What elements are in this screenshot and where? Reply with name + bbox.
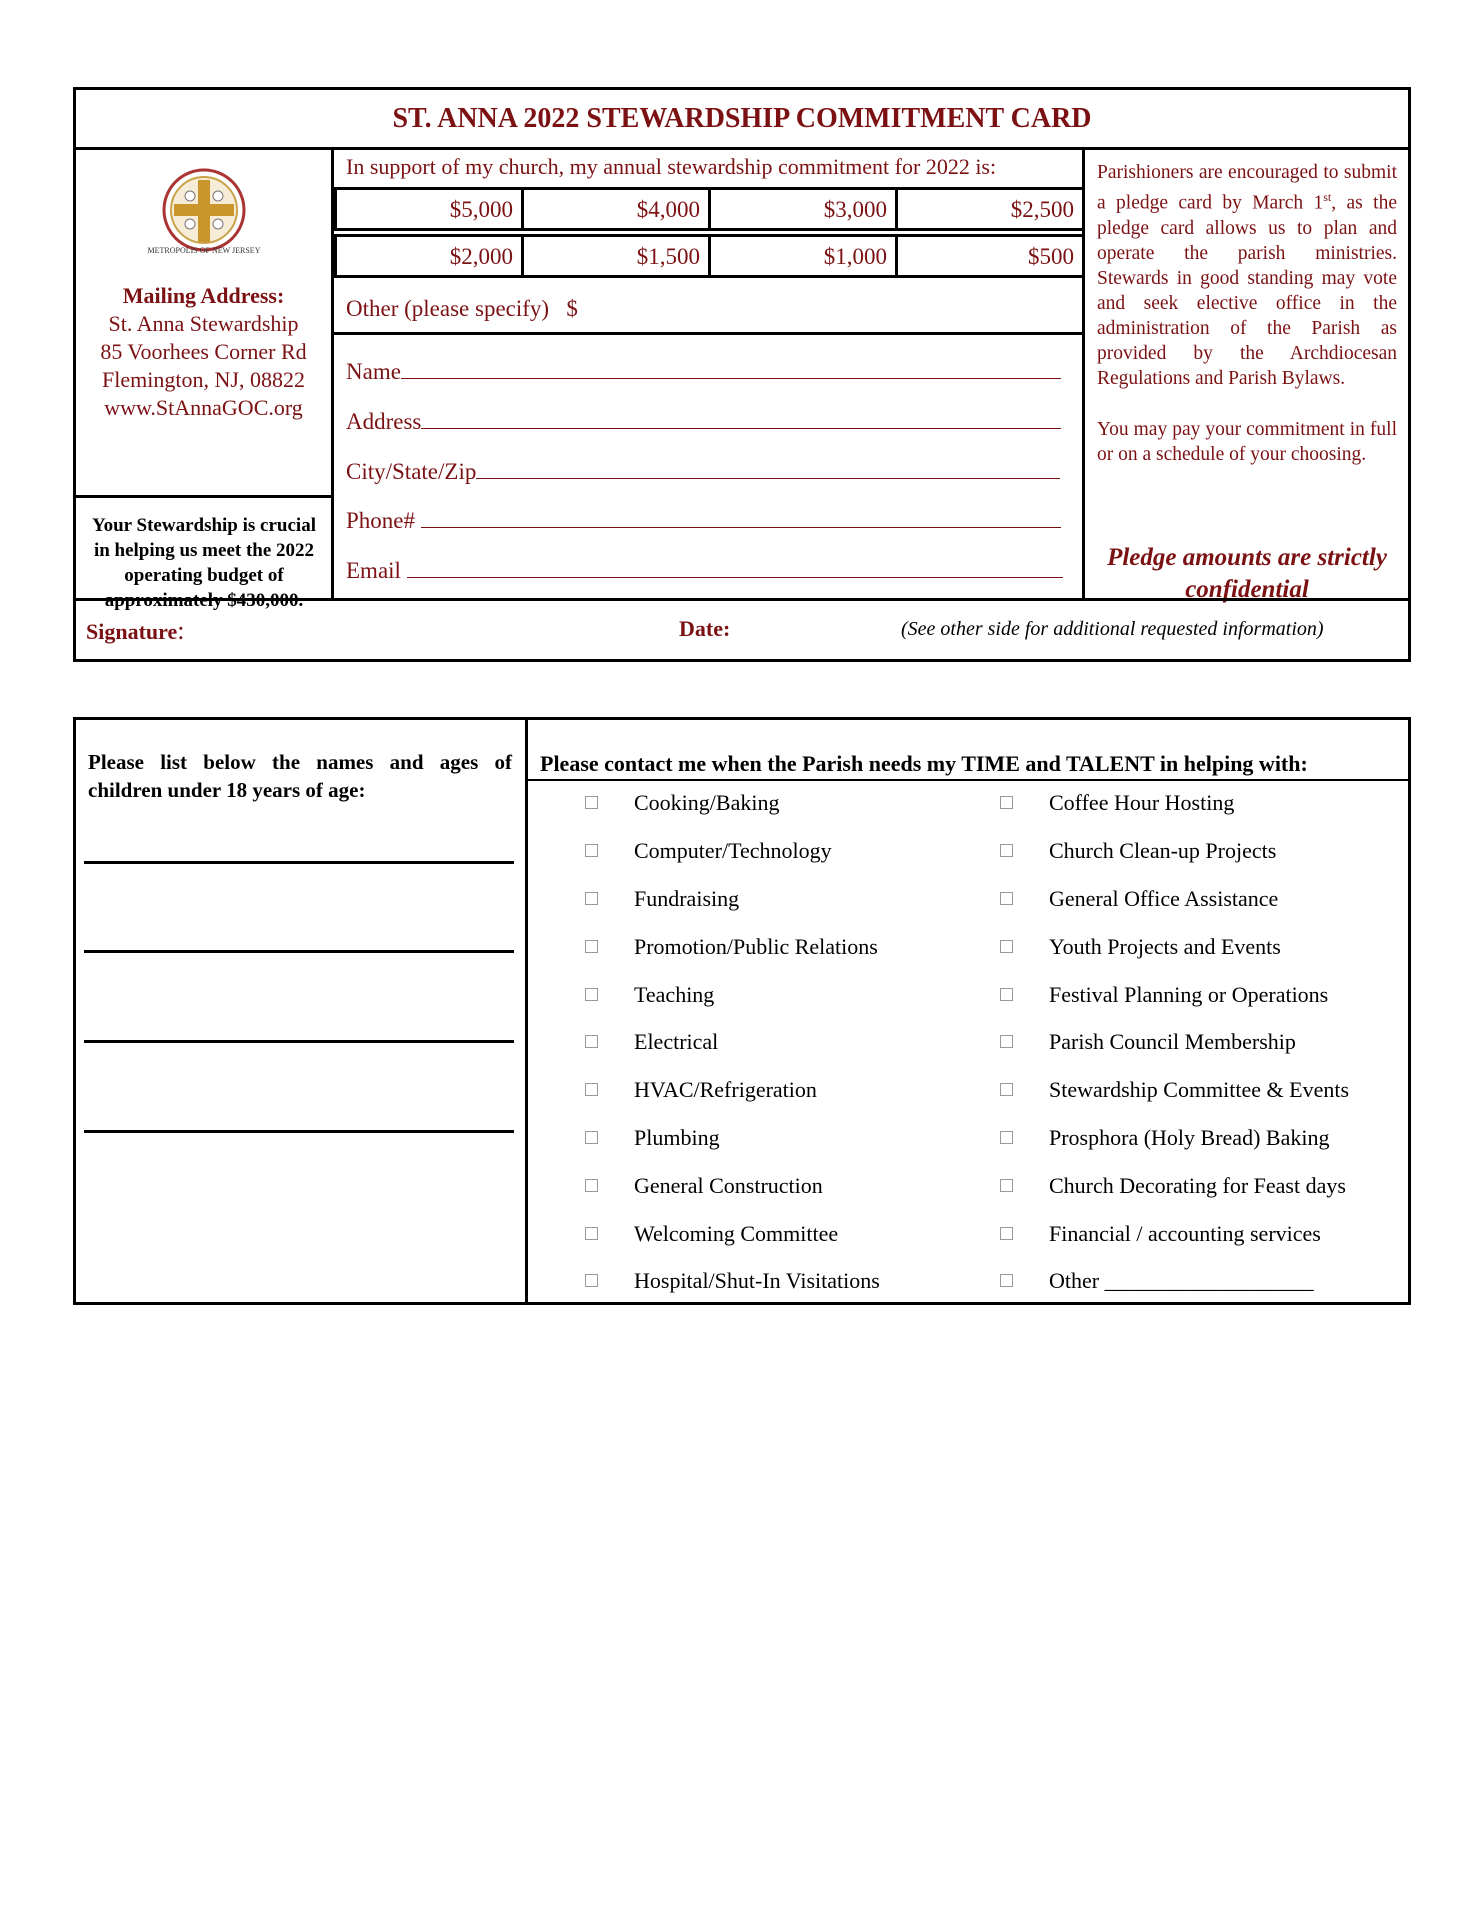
checkbox-icon[interactable] [585, 1227, 598, 1240]
checkbox-icon[interactable] [585, 892, 598, 905]
amount-option[interactable]: $500 [895, 234, 1085, 278]
date-field[interactable]: Date: [679, 616, 731, 641]
checkbox-icon[interactable] [1000, 1083, 1013, 1096]
talent-option-label: HVAC/Refrigeration [634, 1077, 817, 1102]
talent-option[interactable] [585, 1221, 838, 1247]
checkbox-icon[interactable] [1000, 1227, 1013, 1240]
talent-option[interactable] [585, 1173, 823, 1199]
checkbox-icon[interactable] [585, 988, 598, 1001]
divider [334, 332, 1082, 335]
email-field[interactable] [346, 555, 1071, 584]
talent-option[interactable] [1000, 1125, 1329, 1151]
talent-option-label: Other ___________________ [1049, 1268, 1314, 1293]
talent-option[interactable] [1000, 838, 1276, 864]
other-amount-field[interactable]: Other (please specify) $ [346, 296, 578, 321]
checkbox-icon[interactable] [585, 940, 598, 953]
divider [76, 598, 1408, 601]
checkbox-icon[interactable] [585, 1131, 598, 1144]
commitment-card [73, 87, 1411, 662]
mailing-address [76, 282, 331, 422]
talent-option[interactable] [585, 1125, 720, 1151]
phone-field[interactable] [346, 505, 1071, 534]
child-entry-line[interactable] [84, 1130, 514, 1133]
amount-option[interactable]: $5,000 [334, 187, 524, 231]
checkbox-icon[interactable] [1000, 844, 1013, 857]
talent-option[interactable] [1000, 790, 1234, 816]
talent-option[interactable] [585, 886, 739, 912]
metropolis-seal-icon [156, 166, 252, 286]
talent-option-label: Coffee Hour Hosting [1049, 790, 1235, 815]
mailing-column [76, 150, 334, 611]
talent-option-label: Youth Projects and Events [1049, 934, 1281, 959]
checkbox-icon[interactable] [585, 1274, 598, 1287]
talent-option[interactable] [585, 838, 832, 864]
amount-option[interactable]: $1,500 [521, 234, 711, 278]
checkbox-icon[interactable] [585, 1083, 598, 1096]
talent-option[interactable] [1000, 982, 1328, 1008]
checkbox-icon[interactable] [585, 796, 598, 809]
divider [76, 495, 331, 498]
checkbox-icon[interactable] [1000, 1131, 1013, 1144]
talent-option-label: Electrical [634, 1029, 719, 1054]
talent-option[interactable] [1000, 934, 1281, 960]
talent-option[interactable] [585, 982, 714, 1008]
mailing-line3: Flemington, NJ, 08822 [102, 367, 305, 392]
child-entry-line[interactable] [84, 950, 514, 953]
signature-field[interactable]: Signature: [86, 616, 185, 645]
talent-option-label: General Construction [634, 1173, 823, 1198]
phone-label: Phone# [346, 508, 415, 533]
amount-option[interactable]: $1,000 [708, 234, 898, 278]
talent-option[interactable] [1000, 1173, 1346, 1199]
talent-option-label: Stewardship Committee & Events [1049, 1077, 1350, 1102]
talent-option-label: Parish Council Membership [1049, 1029, 1296, 1054]
info-column [1085, 150, 1408, 601]
talent-option[interactable] [1000, 886, 1278, 912]
city-label: City/State/Zip [346, 459, 477, 484]
talent-option-label: Prosphora (Holy Bread) Baking [1049, 1125, 1330, 1150]
child-entry-line[interactable] [84, 1040, 514, 1043]
amount-option[interactable]: $4,000 [521, 187, 711, 231]
talent-option[interactable] [1000, 1029, 1296, 1055]
mailing-line1: St. Anna Stewardship [108, 311, 299, 336]
talent-option-label: Festival Planning or Operations [1049, 982, 1329, 1007]
logo-caption: METROPOLIS OF NEW JERSEY [147, 246, 261, 255]
encourage-note: Parishioners are encouraged to submit a pledge card by March 1st, as the pledge card allows us to plan and operate the parish ministries. Stewards in good standing may vote and seek elective office in the administration of the Parish as provided by the Archdiocesan Regulations and Parish Bylaws. [1097, 162, 1397, 389]
checkbox-icon[interactable] [1000, 892, 1013, 905]
talent-column [528, 720, 1408, 1302]
checkbox-icon[interactable] [1000, 1035, 1013, 1048]
talent-option-label: Financial / accounting services [1049, 1221, 1321, 1246]
talent-option-label: Hospital/Shut-In Visitations [634, 1268, 880, 1293]
talent-option[interactable] [585, 934, 878, 960]
confidential-note: Pledge amounts are strictly confidential [1107, 544, 1387, 603]
talent-option-label: Church Clean-up Projects [1049, 838, 1277, 863]
checkbox-icon[interactable] [1000, 796, 1013, 809]
city-state-zip-field[interactable] [346, 456, 1071, 485]
name-label: Name [346, 359, 401, 384]
checkbox-icon[interactable] [1000, 1274, 1013, 1287]
see-other-side-note: (See other side for additional requested information) [901, 618, 1324, 640]
budget-note: Your Stewardship is crucial in helping us meet the 2022 operating budget of approximately $430,000. [92, 515, 316, 611]
talent-option[interactable] [1000, 1077, 1349, 1103]
card-title: ST. ANNA 2022 STEWARDSHIP COMMITMENT CARD [76, 90, 1408, 150]
talent-option-label: Computer/Technology [634, 838, 832, 863]
amount-option[interactable]: $3,000 [708, 187, 898, 231]
talent-option-label: Plumbing [634, 1125, 720, 1150]
talent-option[interactable] [585, 1268, 880, 1294]
commitment-column [334, 150, 1085, 601]
child-entry-line[interactable] [84, 861, 514, 864]
talent-option-label: Teaching [634, 982, 715, 1007]
checkbox-icon[interactable] [585, 1179, 598, 1192]
talent-option-label: Promotion/Public Relations [634, 934, 878, 959]
talent-option-label: General Office Assistance [1049, 886, 1279, 911]
payment-note: You may pay your commitment in full or on a schedule of your choosing. [1097, 419, 1397, 465]
talent-option-label: Cooking/Baking [634, 790, 780, 815]
address-label: Address [346, 409, 422, 434]
email-label: Email [346, 558, 401, 583]
support-text: In support of my church, my annual stewardship commitment for 2022 is: [346, 154, 997, 179]
name-field[interactable] [346, 356, 1071, 385]
talent-option[interactable] [1000, 1268, 1314, 1294]
amount-option[interactable]: $2,000 [334, 234, 524, 278]
talent-card [73, 717, 1411, 1305]
checkbox-icon[interactable] [1000, 988, 1013, 1001]
talent-option-label: Fundraising [634, 886, 740, 911]
checkbox-icon[interactable] [1000, 1179, 1013, 1192]
talent-option[interactable] [585, 790, 779, 816]
website-link[interactable]: www.StAnnaGOC.org [104, 395, 303, 420]
mailing-line2: 85 Voorhees Corner Rd [100, 339, 307, 364]
mailing-heading: Mailing Address: [122, 283, 285, 308]
children-prompt: Please list below the names and ages of children under 18 years of age: [88, 750, 512, 802]
checkbox-icon[interactable] [1000, 940, 1013, 953]
talent-option[interactable] [585, 1077, 817, 1103]
talent-option[interactable] [1000, 1221, 1321, 1247]
checkbox-icon[interactable] [585, 1035, 598, 1048]
children-column [76, 720, 528, 1302]
address-field[interactable] [346, 406, 1071, 435]
talent-option-label: Welcoming Committee [634, 1221, 839, 1246]
talent-heading: Please contact me when the Parish needs my TIME and TALENT in helping with: [528, 720, 1408, 781]
amount-option[interactable]: $2,500 [895, 187, 1085, 231]
talent-option-label: Church Decorating for Feast days [1049, 1173, 1346, 1198]
talent-option[interactable] [585, 1029, 718, 1055]
checkbox-icon[interactable] [585, 844, 598, 857]
